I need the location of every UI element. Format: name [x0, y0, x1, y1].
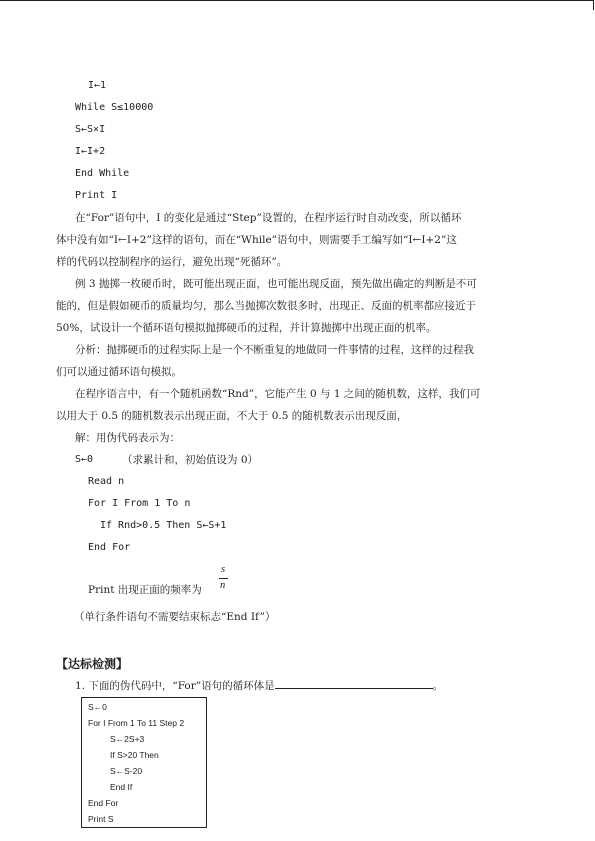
analysis-line: 分析：抛掷硬币的过程实际上是一个不断重复的地做同一件事情的过程，这样的过程我 — [75, 344, 474, 356]
code-line: S←S×I — [75, 124, 106, 135]
fraction-bar — [219, 578, 228, 579]
code-line: If Rnd>0.5 Then S←S+1 — [100, 520, 227, 531]
code-line: Read n — [88, 476, 125, 487]
paragraph-line: 体中没有如“I←I+2”这样的语句，而在“While”语句中，则需要手工编写如“I←I+2”这 — [56, 234, 457, 246]
paragraph-line: 样的代码以控制程序的运行，避免出现“死循环”。 — [56, 256, 288, 268]
fraction-denominator: n — [220, 580, 226, 591]
paragraph-line: 以用大于 0.5 的随机数表示出现正面，不大于 0.5 的随机数表示出现反面， — [56, 410, 408, 422]
paragraph-line: 在“For”语句中，I 的变化是通过“Step”设置的，在程序运行时自动改变，所以循环 — [75, 212, 462, 224]
codebox-line: S←0 — [88, 702, 107, 712]
question-1 — [75, 677, 443, 693]
codebox-line: S←S-20 — [110, 766, 143, 776]
codebox-line: For I From 1 To 11 Step 2 — [88, 718, 185, 728]
codebox-line: Print S — [88, 814, 114, 824]
paragraph-line: 在程序语言中，有一个随机函数“Rnd”，它能产生 0 与 1 之间的随机数，这样，我们可 — [75, 388, 481, 400]
code-line: End For — [88, 542, 131, 553]
code-comment: （求累计和，初始值设为 0） — [122, 454, 259, 466]
code-line: For I From 1 To n — [88, 498, 191, 509]
code-line: S←0 — [75, 454, 94, 465]
answer-blank — [275, 677, 433, 689]
codebox-line: S←2S+3 — [110, 734, 145, 744]
code-line: I←1 — [88, 80, 107, 91]
code-box — [81, 697, 207, 828]
codebox-line: If S>20 Then — [110, 750, 159, 760]
example-line: 能的，但是假如硬币的质量均匀，那么当抛掷次数很多时，出现正、反面的机率都应接近于 — [56, 300, 476, 312]
analysis-line: 们可以通过循环语句模拟。 — [56, 366, 182, 378]
codebox-line: End If — [110, 782, 133, 792]
page-top-border — [0, 0, 594, 1]
question-1-text: 1. 下面的伪代码中，“For”语句的循环体是 — [75, 680, 275, 692]
codebox-line: End For — [88, 798, 119, 808]
solution-intro: 解：用伪代码表示为： — [75, 432, 180, 444]
fraction-numerator: s — [221, 564, 226, 575]
code-line: While S≤10000 — [75, 102, 154, 113]
code-line: End While — [75, 168, 130, 179]
code-line: I←I+2 — [75, 146, 106, 157]
section-heading: 【达标检测】 — [56, 657, 129, 671]
code-line: Print I — [75, 190, 118, 201]
question-1-end: 。 — [432, 680, 444, 692]
example-line: 50%，试设计一个循环语句模拟抛掷硬币的过程，并计算抛掷中出现正面的机率。 — [56, 322, 437, 334]
note: （单行条件语句不需要结束标志“End If”） — [74, 611, 276, 623]
example-line: 例 3 抛掷一枚硬币时，既可能出现正面，也可能出现反面，预先做出确定的判断是不可 — [75, 278, 477, 290]
print-frequency-line: Print 出现正面的频率为 — [88, 584, 202, 596]
